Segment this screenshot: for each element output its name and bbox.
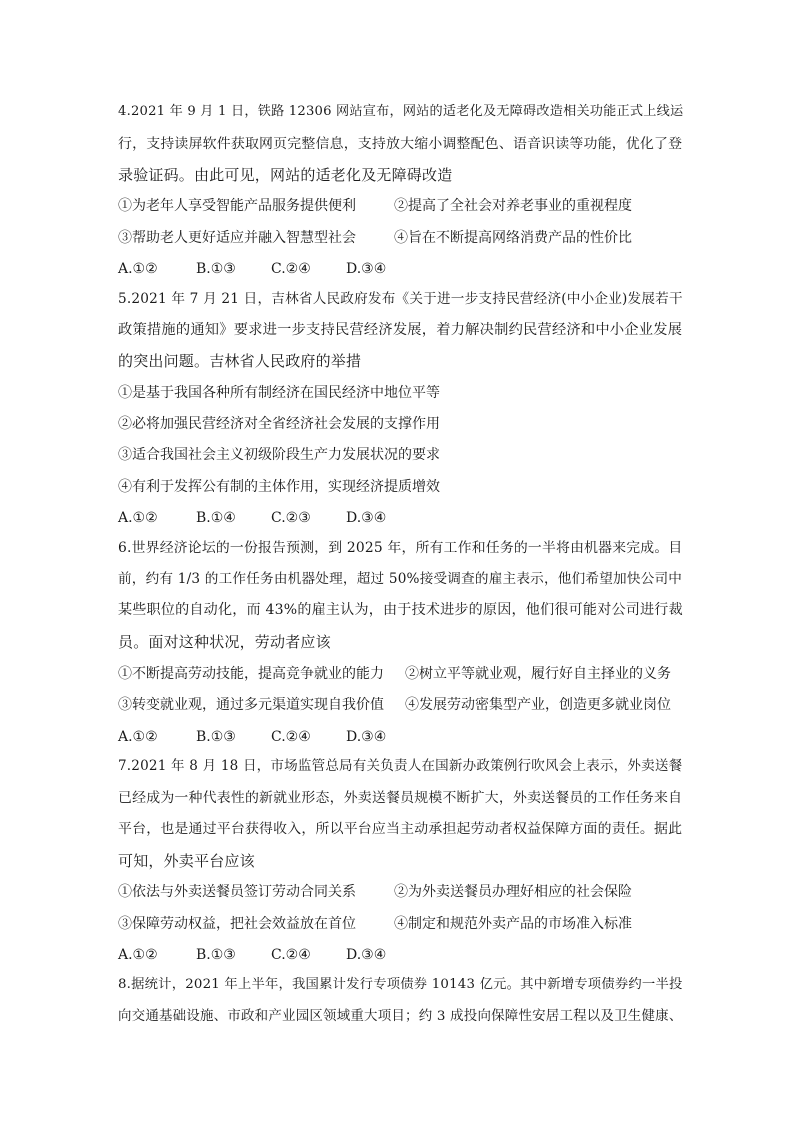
question-8-line-2: 向交通基础设施、市政和产业园区领域重大项目；约 3 成投向保障性安居工程以及卫生健康、 (118, 1008, 683, 1024)
question-6-option-4: ④发展劳动密集型产业，创造更多就业岗位 (405, 697, 671, 713)
question-5-line-2: 政策措施的通知》要求进一步支持民营经济发展，着力解决制约民营经济和中小企业发展 (118, 322, 683, 338)
question-7-choice-b: B.①③ (196, 947, 236, 963)
question-6-choice-a: A.①② (118, 729, 158, 745)
question-5-line-3: 的突出问题。吉林省人民政府的举措 (118, 352, 362, 370)
question-5-option-1: ①是基于我国各种所有制经济在国民经济中地位平等 (118, 385, 440, 401)
question-7-option-4: ④制定和规范外卖产品的市场准入标准 (394, 916, 632, 932)
question-4-line-3: 录验证码。由此可见，网站的适老化及无障碍改造 (118, 166, 453, 184)
question-7-option-1: ①依法与外卖送餐员签订劳动合同关系 (118, 884, 356, 900)
question-6-line-1: 6.世界经济论坛的一份报告预测，到 2025 年，所有工作和任务的一半将由机器来完成。目 (118, 540, 683, 556)
question-4-option-2: ②提高了全社会对养老事业的重视程度 (394, 198, 632, 214)
question-6-line-2: 前，约有 1/3 的工作任务由机器处理，超过 50%接受调查的雇主表示，他们希望加快公司中 (118, 571, 683, 587)
question-4-option-1: ①为老年人享受智能产品服务提供便利 (118, 198, 356, 214)
question-6-line-3: 某些职位的自动化，而 43%的雇主认为，由于技术进步的原因，他们很可能对公司进行裁 (118, 602, 683, 618)
question-7-option-3: ③保障劳动权益，把社会效益放在首位 (118, 916, 356, 932)
question-6-choice-b: B.①③ (196, 729, 236, 745)
question-7-line-1: 7.2021 年 8 月 18 日，市场监管总局有关负责人在国新办政策例行吹风会上表示，外卖送餐 (118, 758, 683, 774)
question-6-option-3: ③转变就业观，通过多元渠道实现自我价值 (118, 697, 384, 713)
question-5-option-2: ②必将加强民营经济对全省经济社会发展的支撑作用 (118, 416, 440, 432)
question-6-choice-c: C.②④ (271, 729, 311, 745)
question-4-choice-c: C.②④ (271, 261, 311, 277)
question-4-line-1: 4.2021 年 9 月 1 日，铁路 12306 网站宣布，网站的适老化及无障碍改造相关功能正式上线运 (118, 104, 684, 119)
question-5-choice-a: A.①② (118, 510, 158, 526)
question-5-choice-d: D.③④ (346, 510, 387, 526)
question-6-line-4: 员。面对这种状况，劳动者应该 (118, 633, 331, 651)
question-7-line-4: 可知，外卖平台应该 (118, 852, 255, 870)
question-7-choice-c: C.②④ (271, 947, 311, 963)
question-5-choice-c: C.②③ (271, 510, 311, 526)
question-6-option-1: ①不断提高劳动技能，提高竞争就业的能力 (118, 666, 384, 682)
question-5-option-3: ③适合我国社会主义初级阶段生产力发展状况的要求 (118, 447, 440, 463)
question-7-line-2: 已经成为一种代表性的新就业形态，外卖送餐员规模不断扩大，外卖送餐员的工作任务来自 (118, 790, 683, 806)
question-4-choice-b: B.①③ (196, 261, 236, 277)
question-4-choice-a: A.①② (118, 261, 158, 277)
question-6-option-2: ②树立平等就业观，履行好自主择业的义务 (405, 666, 671, 682)
question-7-line-3: 平台，也是通过平台获得收入，所以平台应当主动承担起劳动者权益保障方面的责任。据此 (118, 821, 683, 837)
question-5-choice-b: B.①④ (196, 510, 236, 526)
question-4-line-2: 行，支持读屏软件获取网页完整信息，支持放大缩小调整配色、语音识读等功能，优化了登 (118, 136, 683, 152)
question-7-option-2: ②为外卖送餐员办理好相应的社会保险 (394, 884, 632, 900)
question-7-choice-d: D.③④ (346, 947, 387, 963)
question-8-line-1: 8.据统计，2021 年上半年，我国累计发行专项债券 10143 亿元。其中新增专项债券约一半投 (118, 977, 683, 992)
question-4-option-4: ④旨在不断提高网络消费产品的性价比 (394, 230, 632, 246)
question-6-choice-d: D.③④ (346, 729, 387, 745)
question-4-option-3: ③帮助老人更好适应并融入智慧型社会 (118, 230, 356, 246)
question-5-line-1: 5.2021 年 7 月 21 日，吉林省人民政府发布《关于进一步支持民营经济(中小企业)发展若干 (118, 291, 683, 307)
question-5-option-4: ④有利于发挥公有制的主体作用，实现经济提质增效 (118, 479, 440, 495)
question-4-choice-d: D.③④ (346, 261, 387, 277)
question-7-choice-a: A.①② (118, 947, 158, 963)
